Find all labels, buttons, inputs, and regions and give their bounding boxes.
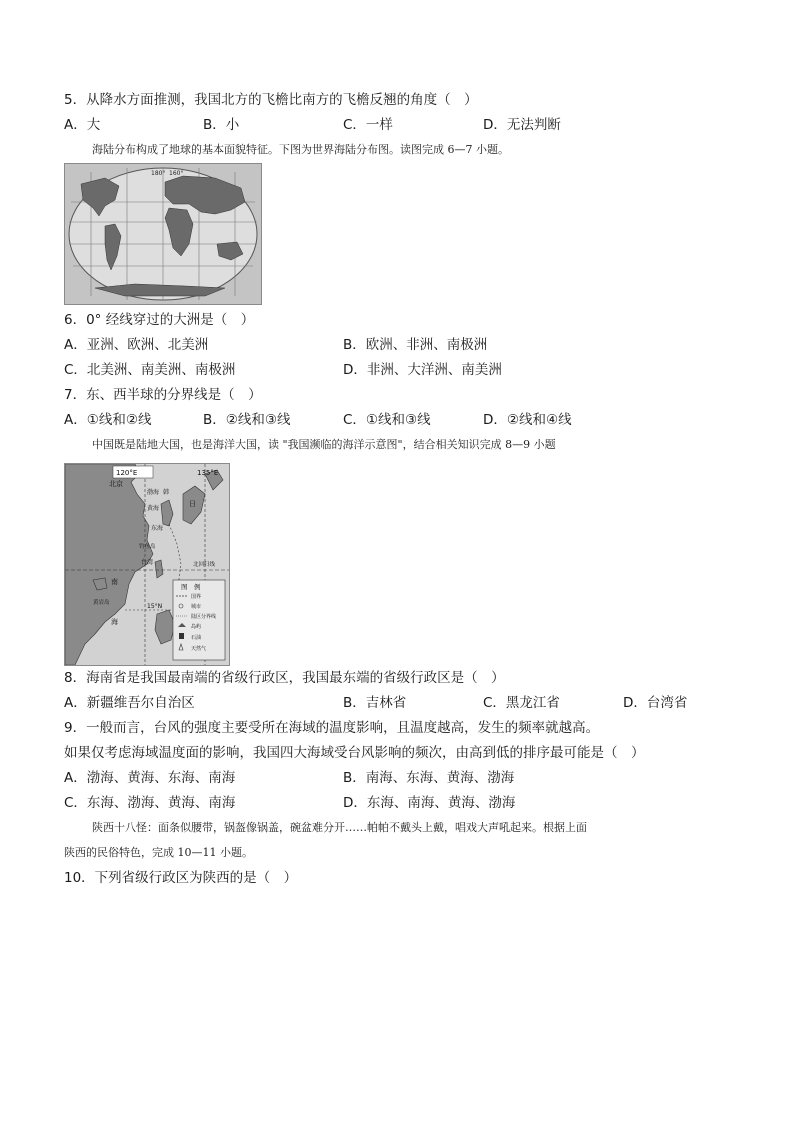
q5-option-d: D．无法判断	[483, 117, 561, 133]
q9-stem-line1: 9．一般而言，台风的强度主要受所在海域的温度影响，且温度越高，发生的频率就越高。	[64, 720, 600, 736]
map2-legend-item-1: 城市	[191, 604, 202, 610]
q8-option-c: C．黑龙江省	[483, 695, 560, 711]
map2-label-diaoyu: 钓鱼岛	[139, 544, 156, 550]
intro-10-11-line2: 陕西的民俗特色，完成 10—11 小题。	[64, 846, 253, 859]
map2-label-donghai: 东海	[151, 525, 164, 532]
q5-option-c: C．一样	[343, 117, 393, 133]
map1-label-180: 180°	[151, 170, 166, 177]
q6-stem: 6．0° 经线穿过的大洲是（ ）	[64, 312, 255, 328]
map2-label-15n: 15°N	[147, 603, 163, 610]
q10-stem: 10．下列省级行政区为陕西的是（ ）	[64, 870, 298, 886]
intro-8-9: 中国既是陆地大国，也是海洋大国，读 "我国濒临的海洋示意图"，结合相关知识完成 8—9 小题	[92, 438, 556, 451]
map2-label-huangyan: 黄岩岛	[93, 600, 110, 606]
intro-6-7: 海陆分布构成了地球的基本面貌特征。下图为世界海陆分布图。读图完成 6—7 小题。	[92, 143, 509, 156]
q9-option-d: D．东海、南海、黄海、渤海	[343, 795, 516, 811]
map2-label-bohai: 渤海	[147, 489, 160, 496]
q7-option-a: A．①线和②线	[64, 412, 152, 428]
map2-label-huanghai: 黄海	[147, 505, 160, 512]
map2-legend	[173, 580, 225, 660]
q8-option-b: B．吉林省	[343, 695, 407, 711]
map2-label-ri: 日	[189, 500, 196, 508]
world-map-image	[65, 164, 261, 304]
q8-option-a: A．新疆维吾尔自治区	[64, 695, 195, 711]
map2-legend-item-2: 陆区分界线	[191, 614, 217, 620]
q6-option-c: C．北美洲、南美洲、南极洲	[64, 362, 236, 378]
map2-legend-item-0: 国界	[191, 594, 202, 600]
china-seas-map-figure	[64, 463, 230, 666]
map2-legend-item-5: 天然气	[191, 646, 207, 652]
q9-option-b: B．南海、东海、黄海、渤海	[343, 770, 515, 786]
q7-option-d: D．②线和④线	[483, 412, 572, 428]
q8-stem: 8．海南省是我国最南端的省级行政区，我国最东端的省级行政区是（ ）	[64, 670, 505, 686]
map2-label-han: 韩	[163, 489, 170, 496]
q7-option-c: C．①线和③线	[343, 412, 431, 428]
map2-label-beijing: 北京	[109, 480, 123, 488]
q9-option-a: A．渤海、黄海、东海、南海	[64, 770, 236, 786]
world-map-figure	[64, 163, 262, 305]
map2-label-taiwan: 台湾	[141, 559, 154, 566]
q9-stem-line2: 如果仅考虑海域温度面的影响，我国四大海域受台风影响的频次，由高到低的排序最可能是（ ）	[64, 745, 645, 761]
map2-lon-120: 120°E	[116, 469, 138, 477]
q9-option-c: C．东海、渤海、黄海、南海	[64, 795, 236, 811]
map2-label-nan: 南	[111, 578, 118, 586]
map2-lon-135: 135°E	[197, 469, 219, 477]
q6-option-d: D．非洲、大洋洲、南美洲	[343, 362, 502, 378]
q5-stem: 5．从降水方面推测，我国北方的飞檐比南方的飞檐反翘的角度（ ）	[64, 92, 478, 108]
q7-stem: 7．东、西半球的分界线是（ ）	[64, 387, 262, 403]
q7-option-b: B．②线和③线	[203, 412, 291, 428]
q5-option-b: B．小	[203, 117, 240, 133]
map2-label-hai: 海	[111, 618, 118, 626]
map2-legend-item-4: 石油	[191, 635, 202, 641]
q5-option-a: A．大	[64, 117, 101, 133]
china-seas-map-image	[65, 464, 229, 665]
map2-legend-item-3: 岛屿	[191, 624, 202, 630]
map1-label-160: 160°	[169, 170, 184, 177]
map2-legend-title: 图 例	[181, 583, 201, 591]
q6-option-b: B．欧洲、非洲、南极洲	[343, 337, 488, 353]
intro-10-11-line1: 陕西十八怪：面条似腰带，锅盔像锅盖，碗盆难分开……帕帕不戴头上戴，唱戏大声吼起来。根据上面	[92, 821, 587, 834]
q6-option-a: A．亚洲、欧洲、北美洲	[64, 337, 209, 353]
q8-option-d: D．台湾省	[623, 695, 688, 711]
map2-label-tropic: 北回归线	[193, 562, 216, 568]
